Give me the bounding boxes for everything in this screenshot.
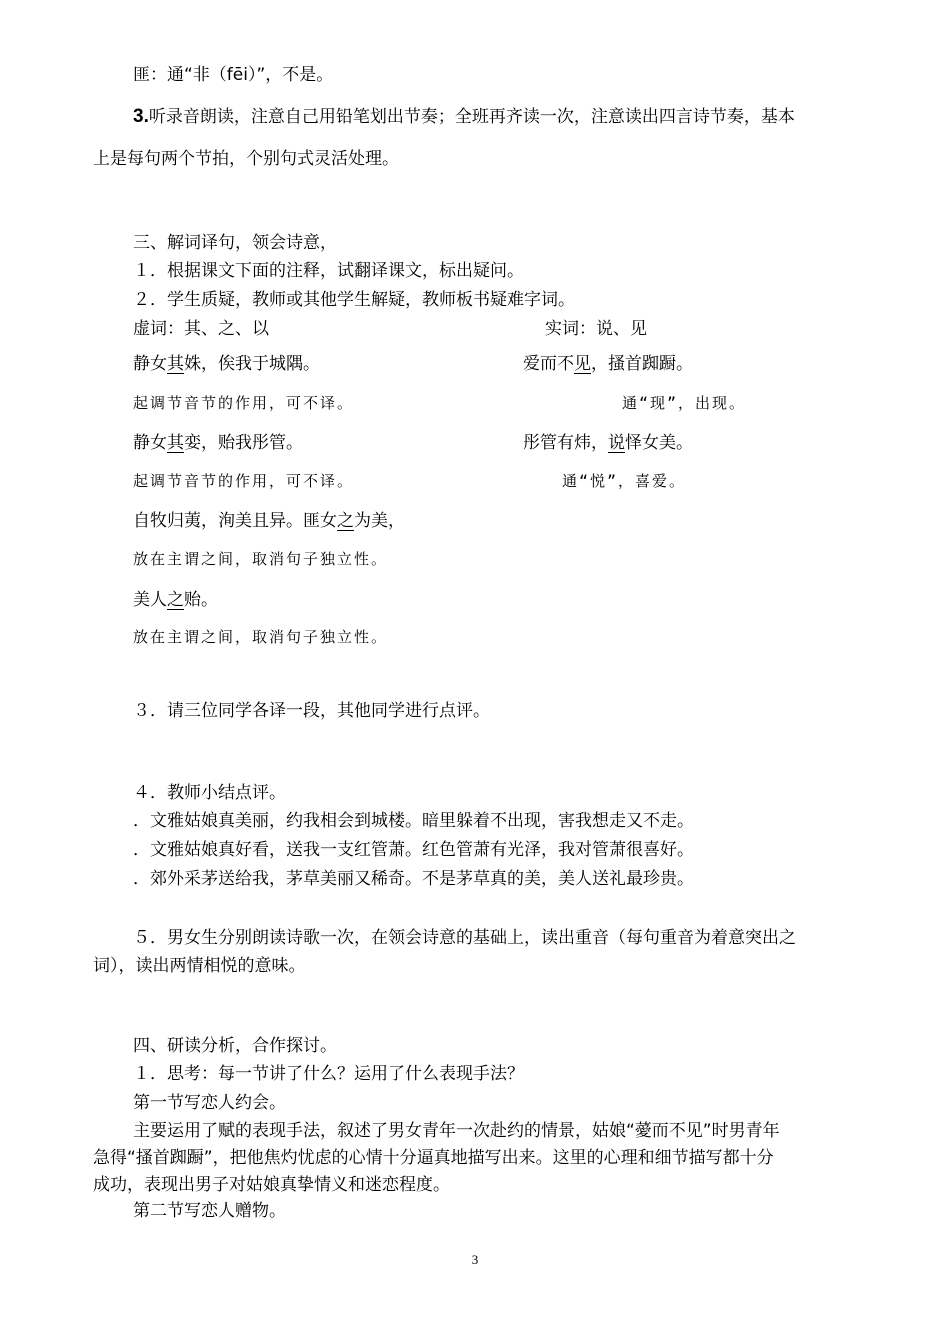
- section-3-item-2: ２．学生质疑，教师或其他学生解疑，教师板书疑难字词。: [133, 290, 575, 310]
- translation-2: ．文雅姑娘真好看，送我一支红管萧。红色管萧有光泽，我对管萧很喜好。: [133, 840, 694, 860]
- example-1: [133, 353, 320, 375]
- example-3-keyword: 其: [167, 433, 184, 453]
- function-words-label: 虚词：其、之、以: [133, 319, 269, 339]
- example-1-keyword: 其: [167, 354, 184, 374]
- step-3-number: 3.: [133, 106, 149, 127]
- translation-3: ．郊外采茅送给我，茅草美丽又稀奇。不是茅草真的美，美人送礼最珍贵。: [133, 869, 694, 889]
- translation-1: ．文雅姑娘真美丽，约我相会到城楼。暗里躲着不出现，害我想走又不走。: [133, 811, 694, 831]
- example-5: [133, 510, 405, 532]
- example-5-text-b: 为美，: [354, 511, 405, 531]
- section-4-title: 四、研读分析，合作探讨。: [133, 1036, 337, 1056]
- example-4-text-a: 彤管有炜，: [523, 433, 608, 453]
- example-2: [523, 353, 693, 375]
- section-4-item-1: １．思考：每一节讲了什么？运用了什么表现手法？: [133, 1064, 524, 1084]
- example-4-keyword: 说: [608, 433, 625, 453]
- example-2-text-b: ，搔首踟蹰。: [591, 354, 693, 374]
- step-3-text: 听录音朗读，注意自己用铅笔划出节奏；全班再齐读一次，注意读出四言诗节奏，基本: [148, 107, 795, 127]
- step-3-line: [133, 106, 795, 128]
- note-fei: 匪：通“非（fēi）”，不是。: [133, 65, 334, 85]
- example-2-text-a: 爱而不: [523, 354, 574, 374]
- example-4-text-b: 怿女美。: [625, 433, 693, 453]
- section-3-item-3: ３．请三位同学各译一段，其他同学进行点评。: [133, 701, 490, 721]
- example-6-text-a: 美人: [133, 590, 167, 610]
- example-4: [523, 432, 693, 454]
- example-6-keyword: 之: [167, 590, 184, 610]
- example-1-gloss: 起调节音节的作用，可不译。: [133, 394, 355, 412]
- section-3-item-4: ４．教师小结点评。: [133, 783, 286, 803]
- example-1-text-b: 姝，俟我于城隅。: [184, 354, 320, 374]
- section-3-item-5: ５．男女生分别朗读诗歌一次，在领会诗意的基础上，读出重音（每句重音为着意突出之: [133, 928, 796, 948]
- section-3-item-1: １．根据课文下面的注释，试翻译课文，标出疑问。: [133, 261, 524, 281]
- example-5-gloss: 放在主谓之间，取消句子独立性。: [133, 550, 389, 568]
- example-4-gloss: 通“悦”，喜爱。: [562, 472, 687, 490]
- example-3-text-b: 娈，贻我彤管。: [184, 433, 303, 453]
- analysis-line-2: 急得“搔首踟蹰”，把他焦灼忧虑的心情十分逼真地描写出来。这里的心理和细节描写都十分: [93, 1148, 774, 1168]
- analysis-line-1: 主要运用了赋的表现手法，叙述了男女青年一次赴约的情景，姑娘“薆而不见”时男青年: [133, 1121, 780, 1141]
- example-6-text-b: 贻。: [184, 590, 218, 610]
- page-number: 3: [471, 1252, 479, 1267]
- example-2-keyword: 见: [574, 354, 591, 374]
- content-words-label: 实词：说、见: [545, 319, 647, 339]
- example-5-keyword: 之: [337, 511, 354, 531]
- example-3-text-a: 静女: [133, 433, 167, 453]
- stanza-2-heading: 第二节写恋人赠物。: [133, 1201, 286, 1221]
- section-3-title: 三、解词译句，领会诗意，: [133, 233, 337, 253]
- example-3: [133, 432, 303, 454]
- example-3-gloss: 起调节音节的作用，可不译。: [133, 472, 355, 490]
- stanza-1-heading: 第一节写恋人约会。: [133, 1093, 286, 1113]
- example-1-text-a: 静女: [133, 354, 167, 374]
- example-6: [133, 589, 218, 611]
- analysis-line-3: 成功，表现出男子对姑娘真挚情义和迷恋程度。: [93, 1175, 450, 1195]
- section-3-item-5-continued: 词），读出两情相悦的意味。: [93, 956, 306, 976]
- example-2-gloss: 通“现”，出现。: [622, 394, 747, 412]
- example-5-text-a: 自牧归荑，洵美且异。匪女: [133, 511, 337, 531]
- step-3-continued: 上是每句两个节拍，个别句式灵活处理。: [93, 149, 399, 169]
- example-6-gloss: 放在主谓之间，取消句子独立性。: [133, 628, 389, 646]
